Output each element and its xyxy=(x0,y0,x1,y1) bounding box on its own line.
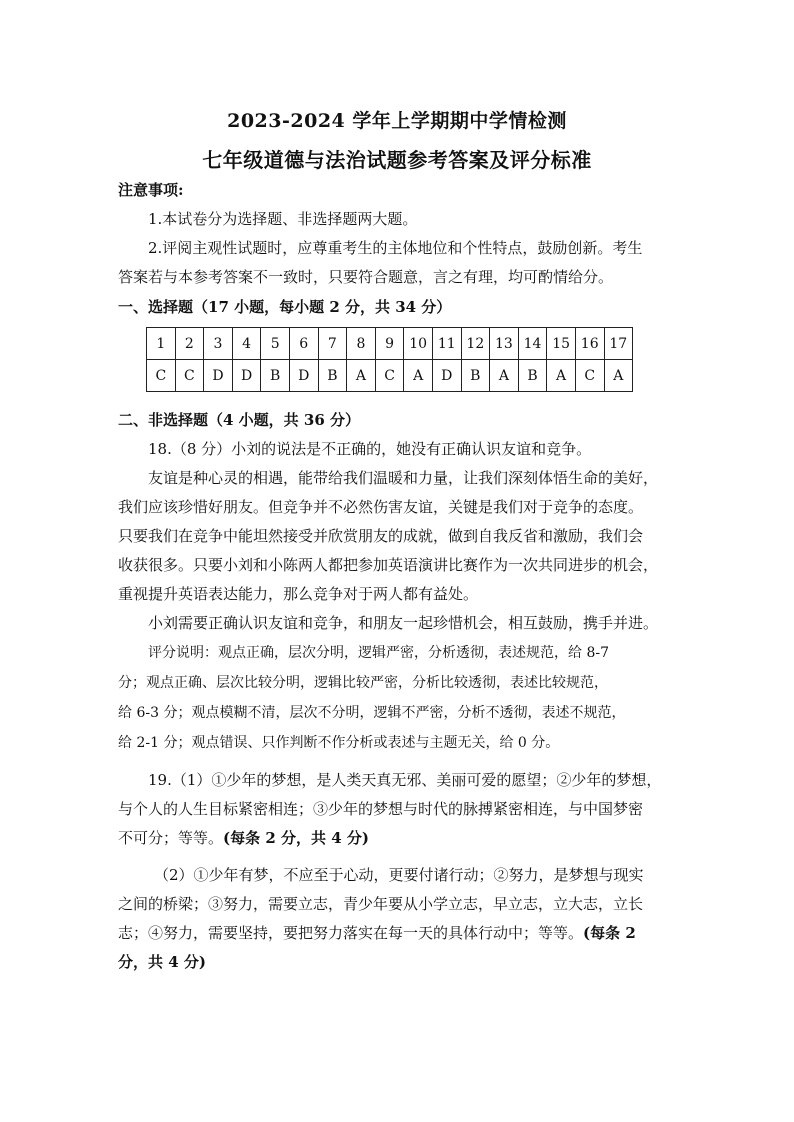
question-number-cell: 3 xyxy=(204,328,233,360)
answer-cell: D xyxy=(204,360,233,392)
q19-part1-line2: 与个人的人生目标紧密相连；③少年的梦想与时代的脉搏紧密相连，与中国梦密 xyxy=(118,800,644,818)
section-2-heading: 二、非选择题（4 小题，共 36 分） xyxy=(118,411,360,429)
answer-cell: A xyxy=(547,360,576,392)
section-2 xyxy=(118,410,678,972)
answer-cell: B xyxy=(318,360,347,392)
notes-section xyxy=(118,180,678,287)
question-number-cell: 17 xyxy=(604,328,633,360)
section-1-heading xyxy=(118,297,678,317)
q19-part1-line1: 19.（1）①少年的梦想，是人类天真无邪、美丽可爱的愿望；②少年的梦想， xyxy=(148,771,662,789)
question-number-cell: 2 xyxy=(175,328,204,360)
q18-para2: 小刘需要正确认识友谊和竞争，和朋友一起珍惜机会，相互鼓励，携手并进。 xyxy=(148,614,659,632)
question-number-cell: 16 xyxy=(575,328,604,360)
q19-part1-text: 不可分；等等。 xyxy=(118,829,224,847)
answer-cell: B xyxy=(518,360,547,392)
q18-para1-line2: 我们应该珍惜好朋友。但竞争并不必然伤害友谊，关键是我们对于竞争的态度。 xyxy=(118,498,644,516)
q18-para1-line5: 重视提升英语表达能力，那么竞争对于两人都有益处。 xyxy=(118,585,479,603)
question-number-cell: 6 xyxy=(289,328,318,360)
answer-cell: D xyxy=(289,360,318,392)
answer-cell: A xyxy=(490,360,519,392)
q19-part2-score-a: (每条 2 xyxy=(583,924,636,942)
answer-cell: B xyxy=(261,360,290,392)
question-number-cell: 9 xyxy=(375,328,404,360)
question-number-cell: 8 xyxy=(347,328,376,360)
note-item-2-line-2: 答案若与本参考答案不一致时，只要符合题意，言之有理，均可酌情给分。 xyxy=(118,268,614,286)
q18-scoring-line4: 给 2-1 分；观点错误、只作判断不作分析或表述与主题无关，给 0 分。 xyxy=(118,735,560,751)
answer-cell: C xyxy=(575,360,604,392)
answer-row xyxy=(147,360,633,392)
question-number-cell: 5 xyxy=(261,328,290,360)
q18-scoring-line3: 给 6-3 分；观点模糊不清，层次不分明，逻辑不严密，分析不透彻，表述不规范， xyxy=(118,705,626,721)
section-1-heading-text: 一、选择题（17 小题，每小题 2 分，共 34 分） xyxy=(118,298,452,316)
q19-part2-text: 志；④努力，需要坚持，要把努力落实在每一天的具体行动中；等等。 xyxy=(118,924,584,942)
question-number-cell: 7 xyxy=(318,328,347,360)
answer-cell: A xyxy=(604,360,633,392)
q19-part2-score-b: 分，共 4 分) xyxy=(118,953,206,971)
q18-lead: 18.（8 分）小刘的说法是不正确的，她没有正确认识友谊和竞争。 xyxy=(148,440,592,458)
question-number-cell: 10 xyxy=(404,328,433,360)
answer-cell: A xyxy=(347,360,376,392)
question-number-cell: 12 xyxy=(461,328,490,360)
answer-cell: D xyxy=(232,360,261,392)
q19-part2-line3 xyxy=(118,923,678,943)
question-number-row xyxy=(147,328,633,360)
question-number-cell: 11 xyxy=(432,328,461,360)
q18-para1-line1: 友谊是种心灵的相遇，能带给我们温暖和力量，让我们深刻体悟生命的美好， xyxy=(148,469,659,487)
q19-part1-score: (每条 2 分，共 4 分) xyxy=(223,829,369,847)
question-number-cell: 15 xyxy=(547,328,576,360)
notes-heading: 注意事项: xyxy=(118,181,184,199)
question-number-cell: 13 xyxy=(490,328,519,360)
answer-cell: C xyxy=(147,360,176,392)
title-line-1: 2023-2024 学年上学期期中学情检测 xyxy=(227,110,567,132)
title-line-2: 七年级道德与法治试题参考答案及评分标准 xyxy=(202,148,592,172)
q19-part2-line1: （2）①少年有梦，不应至于心动，更要付诸行动；②努力，是梦想与现实 xyxy=(154,866,644,884)
answer-cell: D xyxy=(432,360,461,392)
q18-scoring-line1: 评分说明：观点正确，层次分明，逻辑严密，分析透彻，表述规范，给 8-7 xyxy=(148,645,609,661)
note-item-1: 1.本试卷分为选择题、非选择题两大题。 xyxy=(148,210,418,228)
q18-scoring-line2: 分；观点正确、层次比较分明，逻辑比较严密，分析比较透彻，表述比较规范， xyxy=(118,675,608,691)
q19-part2-line2: 之间的桥梁；③努力，需要立志，青少年要从小学立志，早立志，立大志，立长 xyxy=(118,895,644,913)
answer-cell: C xyxy=(175,360,204,392)
q19-part1-line3 xyxy=(118,828,678,848)
q18-para1-line3: 只要我们在竞争中能坦然接受并欣赏朋友的成就，做到自我反省和激励，我们会 xyxy=(118,527,644,545)
answer-cell: A xyxy=(404,360,433,392)
question-number-cell: 14 xyxy=(518,328,547,360)
q18-para1-line4: 收获很多。只要小刘和小陈两人都把参加英语演讲比赛作为一次共同进步的机会， xyxy=(118,556,659,574)
answer-cell: C xyxy=(375,360,404,392)
note-item-2-line-1: 2.评阅主观性试题时，应尊重考生的主体地位和个性特点，鼓励创新。考生 xyxy=(148,239,643,257)
answer-table xyxy=(146,327,633,392)
question-number-cell: 4 xyxy=(232,328,261,360)
question-number-cell: 1 xyxy=(147,328,176,360)
answer-cell: B xyxy=(461,360,490,392)
